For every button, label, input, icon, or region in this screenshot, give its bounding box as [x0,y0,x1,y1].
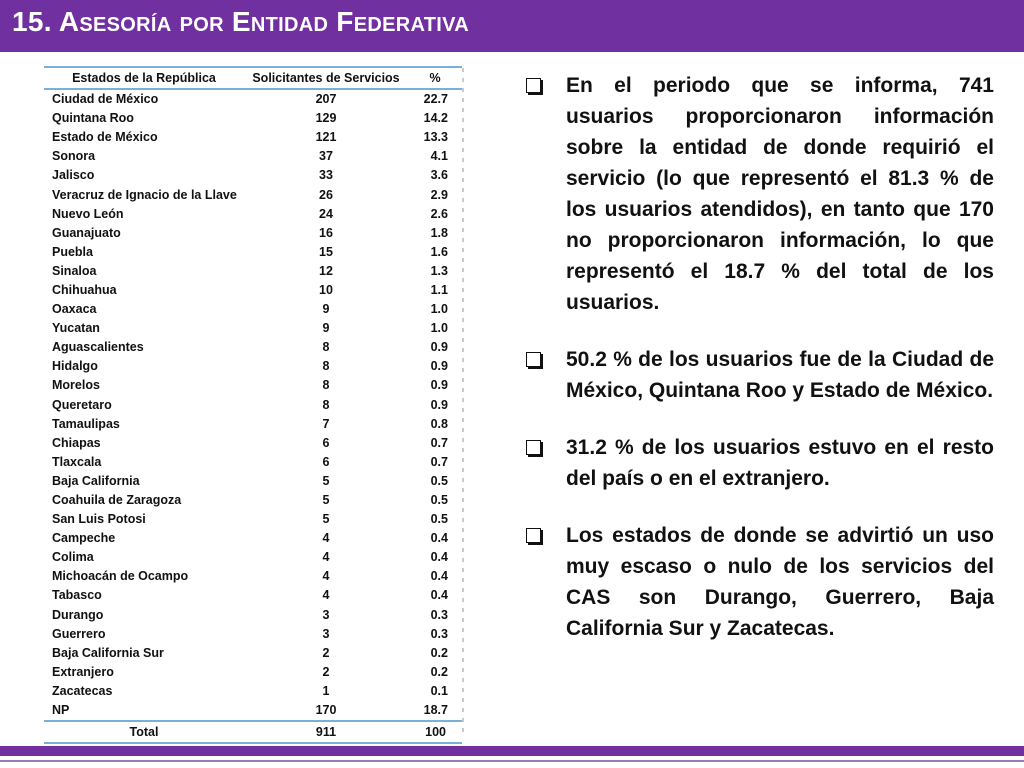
percent-value: 0.9 [430,378,448,393]
percent-value: 0.2 [430,645,448,660]
percent-value: 0.4 [430,531,448,546]
state-name: NP [52,703,70,718]
table-row [44,453,462,472]
state-name: Tamaulipas [52,416,120,431]
percent-value: 1.0 [430,321,448,336]
state-name: Morelos [52,378,100,393]
header-percent: % [408,67,462,89]
percent-value: 1.3 [430,263,448,278]
applicants-count: 5 [322,512,330,527]
applicants-count: 4 [322,550,330,565]
applicants-count: 6 [322,435,330,450]
state-name: Puebla [52,244,93,259]
state-name: Coahuila de Zaragoza [52,493,182,508]
state-name: Veracruz de Ignacio de la Llave [52,187,237,202]
applicants-count: 9 [322,302,330,317]
table-row [44,281,462,300]
checkbox-bullet-icon [526,352,541,367]
applicants-count: 2 [322,645,330,660]
state-name: Tabasco [52,588,102,603]
percent-value: 1.8 [430,225,448,240]
table-row [44,185,462,204]
table-row [44,89,462,109]
table-row [44,586,462,605]
state-name: Zacatecas [52,683,113,698]
state-name: Hidalgo [52,359,98,374]
header-estados: Estados de la República [44,67,244,89]
state-name: Chiapas [52,435,101,450]
applicants-count: 207 [315,92,337,107]
state-name: Baja California [52,473,140,488]
applicants-count: 121 [315,130,337,145]
bullet-item [522,70,994,318]
table-row [44,319,462,338]
percent-value: 4.1 [430,149,448,164]
table-row [44,491,462,510]
percent-value: 2.9 [430,187,448,202]
table-row [44,205,462,224]
applicants-count: 8 [322,359,330,374]
state-name: Guanajuato [52,225,121,240]
bullet-text: 50.2 % de los usuarios fue de la Ciudad de México, Quintana Roo y Estado de México. [566,348,994,402]
state-name: Michoacán de Ocampo [52,569,189,584]
applicants-count: 24 [319,206,333,221]
percent-value: 14.2 [423,111,448,126]
table-row [44,472,462,491]
percent-value: 0.4 [430,569,448,584]
applicants-count: 33 [319,168,333,183]
state-name: San Luis Potosi [52,512,146,527]
header-solicitantes: Solicitantes de Servicios [244,67,408,89]
percent-value: 0.9 [430,359,448,374]
percent-value: 1.1 [430,282,448,297]
total-percent: 100 [408,721,462,743]
percent-value: 13.3 [423,130,448,145]
applicants-count: 4 [322,531,330,546]
bullet-text: Los estados de donde se advirtió un uso muy escaso o nulo de los servicios del CAS son Durango, Guerrero, Baja California Sur y Zacatecas. [566,524,994,640]
state-name: Aguascalientes [52,340,144,355]
state-name: Ciudad de México [52,92,159,107]
applicants-count: 8 [322,397,330,412]
bullet-text: En el periodo que se informa, 741 usuarios proporcionaron información sobre la entidad de donde requirió el servicio (lo que representó el 81.3 % de los usuarios atendidos), en tanto que 170 no proporcionaron información, lo que representó el 18.7 % del total de los usuarios. [566,74,994,314]
table-row [44,243,462,262]
applicants-count: 6 [322,454,330,469]
state-name: Colima [52,550,94,565]
percent-value: 0.7 [430,435,448,450]
state-name: Oaxaca [52,302,97,317]
state-name: Nuevo León [52,206,124,221]
table-row [44,510,462,529]
percent-value: 0.4 [430,588,448,603]
slide-title: 15. Asesoría por Entidad Federativa [12,6,470,37]
percent-value: 22.7 [423,92,448,107]
state-name: Jalisco [52,168,95,183]
table-row [44,415,462,434]
table-row [44,300,462,319]
applicants-count: 26 [319,187,333,202]
applicants-count: 4 [322,569,330,584]
total-label: Total [44,721,244,743]
checkbox-bullet-icon [526,78,541,93]
total-solicitantes: 911 [244,721,408,743]
percent-value: 0.3 [430,607,448,622]
percent-value: 1.0 [430,302,448,317]
footer-bar [0,746,1024,756]
percent-value: 0.8 [430,416,448,431]
applicants-count: 7 [322,416,330,431]
applicants-count: 2 [322,664,330,679]
table-row [44,262,462,281]
state-name: Guerrero [52,626,106,641]
table-row [44,701,462,721]
states-table-container [44,66,462,744]
percent-value: 0.2 [430,664,448,679]
percent-value: 18.7 [423,703,448,718]
table-row [44,147,462,166]
percent-value: 3.6 [430,168,448,183]
checkbox-bullet-icon [526,440,541,455]
table-row [44,128,462,147]
percent-value: 1.6 [430,244,448,259]
applicants-count: 16 [319,225,333,240]
percent-value: 0.9 [430,340,448,355]
bullet-item [522,520,994,644]
table-row [44,434,462,453]
title-bar [0,0,1024,52]
bullet-item [522,344,994,406]
percent-value: 0.5 [430,493,448,508]
percent-value: 0.5 [430,512,448,527]
percent-value: 0.7 [430,454,448,469]
applicants-count: 129 [315,111,337,126]
applicants-count: 3 [322,607,330,622]
bullet-item [522,432,994,494]
table-row [44,625,462,644]
table-row [44,529,462,548]
table-row [44,644,462,663]
table-row [44,663,462,682]
percent-value: 0.5 [430,473,448,488]
table-row [44,338,462,357]
applicants-count: 12 [319,263,333,278]
state-name: Sinaloa [52,263,97,278]
table-row [44,682,462,701]
applicants-count: 5 [322,493,330,508]
state-name: Sonora [52,149,96,164]
table-row [44,224,462,243]
state-name: Durango [52,607,104,622]
table-row [44,357,462,376]
table-row [44,166,462,185]
table-row [44,396,462,415]
percent-value: 0.3 [430,626,448,641]
table-row [44,606,462,625]
percent-value: 0.1 [430,683,448,698]
state-name: Baja California Sur [52,645,164,660]
applicants-count: 9 [322,321,330,336]
applicants-count: 8 [322,378,330,393]
state-name: Campeche [52,531,116,546]
table-row [44,376,462,395]
state-name: Quintana Roo [52,111,134,126]
applicants-count: 4 [322,588,330,603]
bullet-text: 31.2 % de los usuarios estuvo en el resto del país o en el extranjero. [566,436,994,490]
applicants-count: 8 [322,340,330,355]
state-name: Queretaro [52,397,112,412]
footer-line [0,760,1024,762]
table-row [44,567,462,586]
table-row [44,109,462,128]
state-name: Yucatan [52,321,100,336]
bullet-list [522,70,994,670]
applicants-count: 37 [319,149,333,164]
applicants-count: 15 [319,244,333,259]
applicants-count: 5 [322,473,330,488]
percent-value: 0.4 [430,550,448,565]
state-name: Estado de México [52,130,158,145]
applicants-count: 1 [322,683,330,698]
applicants-count: 170 [315,703,337,718]
state-name: Extranjero [52,664,114,679]
table-body [44,89,462,721]
state-name: Chihuahua [52,282,117,297]
checkbox-bullet-icon [526,528,541,543]
applicants-count: 10 [319,282,333,297]
table-header-row [44,67,462,89]
table-total-row [44,721,462,743]
percent-value: 0.9 [430,397,448,412]
state-name: Tlaxcala [52,454,102,469]
table-row [44,548,462,567]
states-table [44,66,462,744]
percent-value: 2.6 [430,206,448,221]
applicants-count: 3 [322,626,330,641]
